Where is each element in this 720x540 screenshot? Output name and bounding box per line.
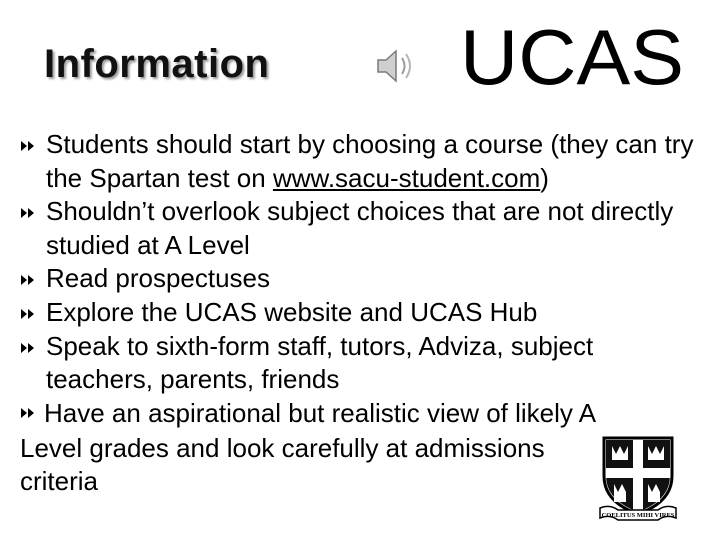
list-item xyxy=(20,195,720,262)
bullet-arrow-icon xyxy=(20,139,38,153)
bullet-arrow-icon xyxy=(20,395,44,429)
list-item xyxy=(20,330,720,397)
bullet-text: Shouldn’t overlook subject choices that are not directly studied at A Level xyxy=(46,196,674,260)
speaker-icon[interactable] xyxy=(374,46,416,86)
crest-shield-icon xyxy=(598,434,678,524)
bullet-text: Read prospectuses xyxy=(46,263,271,294)
ucas-logo xyxy=(460,20,688,92)
list-item xyxy=(20,262,720,296)
slide-title: Information xyxy=(44,42,270,86)
list-item xyxy=(20,296,720,330)
crest-motto: COELITUS MIHI VIRES xyxy=(601,512,675,519)
bullet-text: Speak to sixth-form staff, tutors, Adviza, subject teachers, parents, friends xyxy=(46,330,594,395)
bullet-arrow-icon xyxy=(20,273,38,287)
bullet-arrow-icon xyxy=(20,307,38,321)
list-item xyxy=(20,128,720,195)
bullet-arrow-icon xyxy=(20,341,38,355)
ucas-logo-text: UCAS xyxy=(460,20,684,92)
bullet-text: Students should start by choosing a course (they can try the Spartan test on xyxy=(46,129,694,193)
bullet-arrow-icon xyxy=(20,206,38,220)
bullet-text: Have an aspirational but realistic view of likely A Level grades and look carefully at admissions criteria xyxy=(20,397,595,497)
bullet-text: ) xyxy=(540,162,549,193)
bullet-text: Explore the UCAS website and UCAS Hub xyxy=(46,296,538,327)
sacu-student-link[interactable]: www.sacu-student.com xyxy=(272,162,541,193)
